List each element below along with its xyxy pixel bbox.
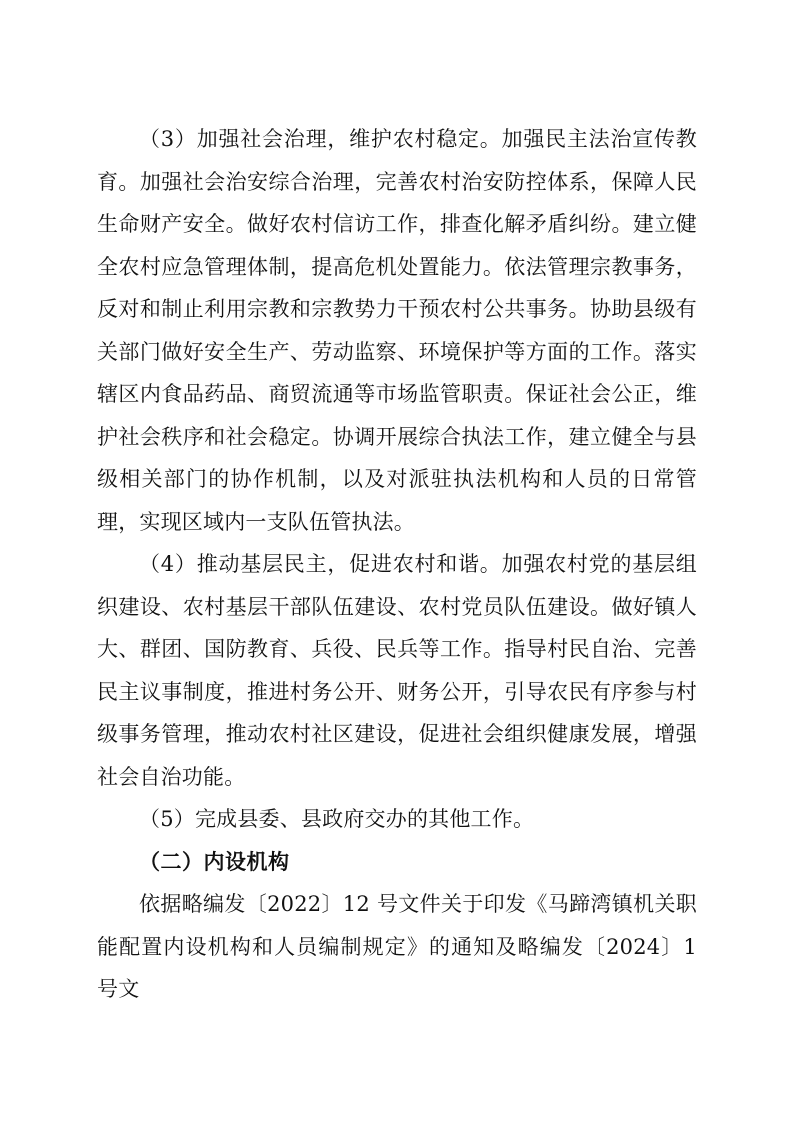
paragraph-social-governance: （3）加强社会治理，维护农村稳定。加强民主法治宣传教育。加强社会治安综合治理，完善农村治安防控体系，保障人民生命财产安全。做好农村信访工作，排查化解矛盾纠纷。建立健全农村应急管理体制，提高危机处置能力。依法管理宗教事务，反对和制止利用宗教和宗教势力干预农村公共事务。协助县级有关部门做好安全生产、劳动监察、环境保护等方面的工作。落实辖区内食品药品、商贸流通等市场监管职责。保证社会公正，维护社会秩序和社会稳定。协调开展综合执法工作，建立健全与县级相关部门的协作机制，以及对派驻执法机构和人员的日常管理，实现区域内一支队伍管执法。 [97,127,697,534]
paragraph-grassroots-democracy: （4）推动基层民主，促进农村和谐。加强农村党的基层组织建设、农村基层干部队伍建设、农村党员队伍建设。做好镇人大、群团、国防教育、兵役、民兵等工作。指导村民自治、完善民主议事制度，推进村务公开、财务公开，引导农民有序参与村级事务管理，推动农村社区建设，促进社会组织健康发展，增强社会自治功能。 [97,552,697,789]
paragraph-other-tasks: （5）完成县委、县政府交办的其他工作。 [139,807,535,831]
paragraph-basis-documents: 依据略编发〔2022〕12 号文件关于印发《马蹄湾镇机关职能配置内设机构和人员编制规定》的通知及略编发〔2024〕1 号文 [97,892,697,1001]
section-heading-internal-structure: （二）内设机构 [139,849,290,874]
document-page [97,118,697,1011]
